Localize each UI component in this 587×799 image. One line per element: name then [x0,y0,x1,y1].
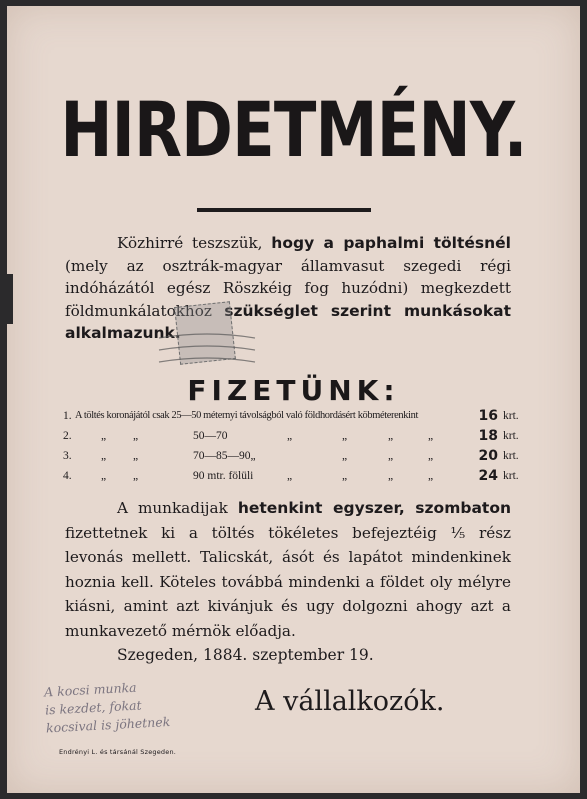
rate-row-1 [63,408,519,430]
rate-row-4 [63,468,519,490]
rate-range: 50—70 [193,430,228,442]
ditto-mark: „ [342,450,348,462]
ditto-mark: „ [133,470,139,482]
terms-bold-1: hetenkint egyszer, szombaton [237,499,511,517]
handwritten-line: kocsival is jöhetnek [45,713,171,736]
dateline: Szegeden, 1884. szeptember 19. [117,646,374,664]
ditto-mark: „ [101,470,107,482]
ditto-mark: „ [133,450,139,462]
terms-paragraph [65,496,511,644]
rate-unit: krt. [503,410,519,422]
rate-range: 70—85—90„ [193,450,256,462]
rate-row-2 [63,428,519,450]
rate-amount: 18 [478,428,498,444]
rate-unit: krt. [503,470,519,482]
terms-text-2: fizettetnek ki a töltés tökéletes befejeztéig [65,523,451,542]
ditto-mark: „ [133,430,139,442]
intro-paragraph [65,232,511,345]
poster-sheet [7,6,580,793]
rate-unit: krt. [503,430,519,442]
ditto-mark: „ [388,450,394,462]
rate-number: 3. [63,450,72,462]
edge-damage [7,274,13,324]
ditto-mark: „ [101,430,107,442]
ditto-mark: „ [101,450,107,462]
ditto-mark: „ [428,430,434,442]
intro-bold-1: hogy a paphalmi töltésnél [271,234,511,252]
ditto-mark: „ [342,470,348,482]
rate-amount: 24 [478,468,498,484]
rate-row-3 [63,448,519,470]
rate-description: A töltés koronájától csak 25—50 méternyi távolságból való földhordásért köbméterenkint [75,410,419,421]
ditto-mark: „ [428,450,434,462]
rate-amount: 16 [478,408,498,424]
intro-text-2: (mely az osztrák-magyar államvasut szegedi régi indóházától egész Röszkéig fog huzódni) megkezdett földmunkálatokhoz [65,256,511,320]
ditto-mark: „ [342,430,348,442]
intro-bold-2: szükséglet szerint munkásokat alkalmazunk. [65,301,511,342]
rate-amount: 20 [478,448,498,464]
rate-unit: krt. [503,450,519,462]
title-rule [197,208,371,212]
ditto-mark: „ [388,470,394,482]
ditto-mark: „ [287,470,293,482]
handwritten-note [44,673,257,738]
poster-title: HIRDETMÉNY. [60,85,527,174]
rates-table [63,408,519,490]
handwritten-line: is kezdet, fokat [44,697,142,718]
stamp-cancellation-lines [157,328,257,374]
printer-imprint: Endrényi L. és társánál Szegeden. [59,748,177,756]
terms-text-1: A munkadijak [117,499,238,517]
signature: A vállalkozók. [255,686,445,717]
ditto-mark: „ [428,470,434,482]
ditto-mark: „ [388,430,394,442]
intro-text-1: Közhirré teszszük, [117,234,272,252]
rate-number: 4. [63,470,72,482]
rate-number: 1. [63,410,72,422]
ditto-mark: „ [287,430,293,442]
terms-fraction: ¹⁄₅ [450,523,466,542]
terms-text-3: rész levonás mellett. Talicskát, ásót és lapátot mindenkinek hoznia kell. Köteles továbbá mindenki a földet oly mélyre kiásni, amint azt kivánjuk és ugy dolgozni ahogy azt a munkavezető mérnök előadja. [65,523,511,640]
rate-number: 2. [63,430,72,442]
pay-heading: FIZETÜNK: [187,374,400,407]
handwritten-line: A kocsi munka [43,679,137,700]
rate-range: 90 mtr. fölüli [193,470,254,482]
